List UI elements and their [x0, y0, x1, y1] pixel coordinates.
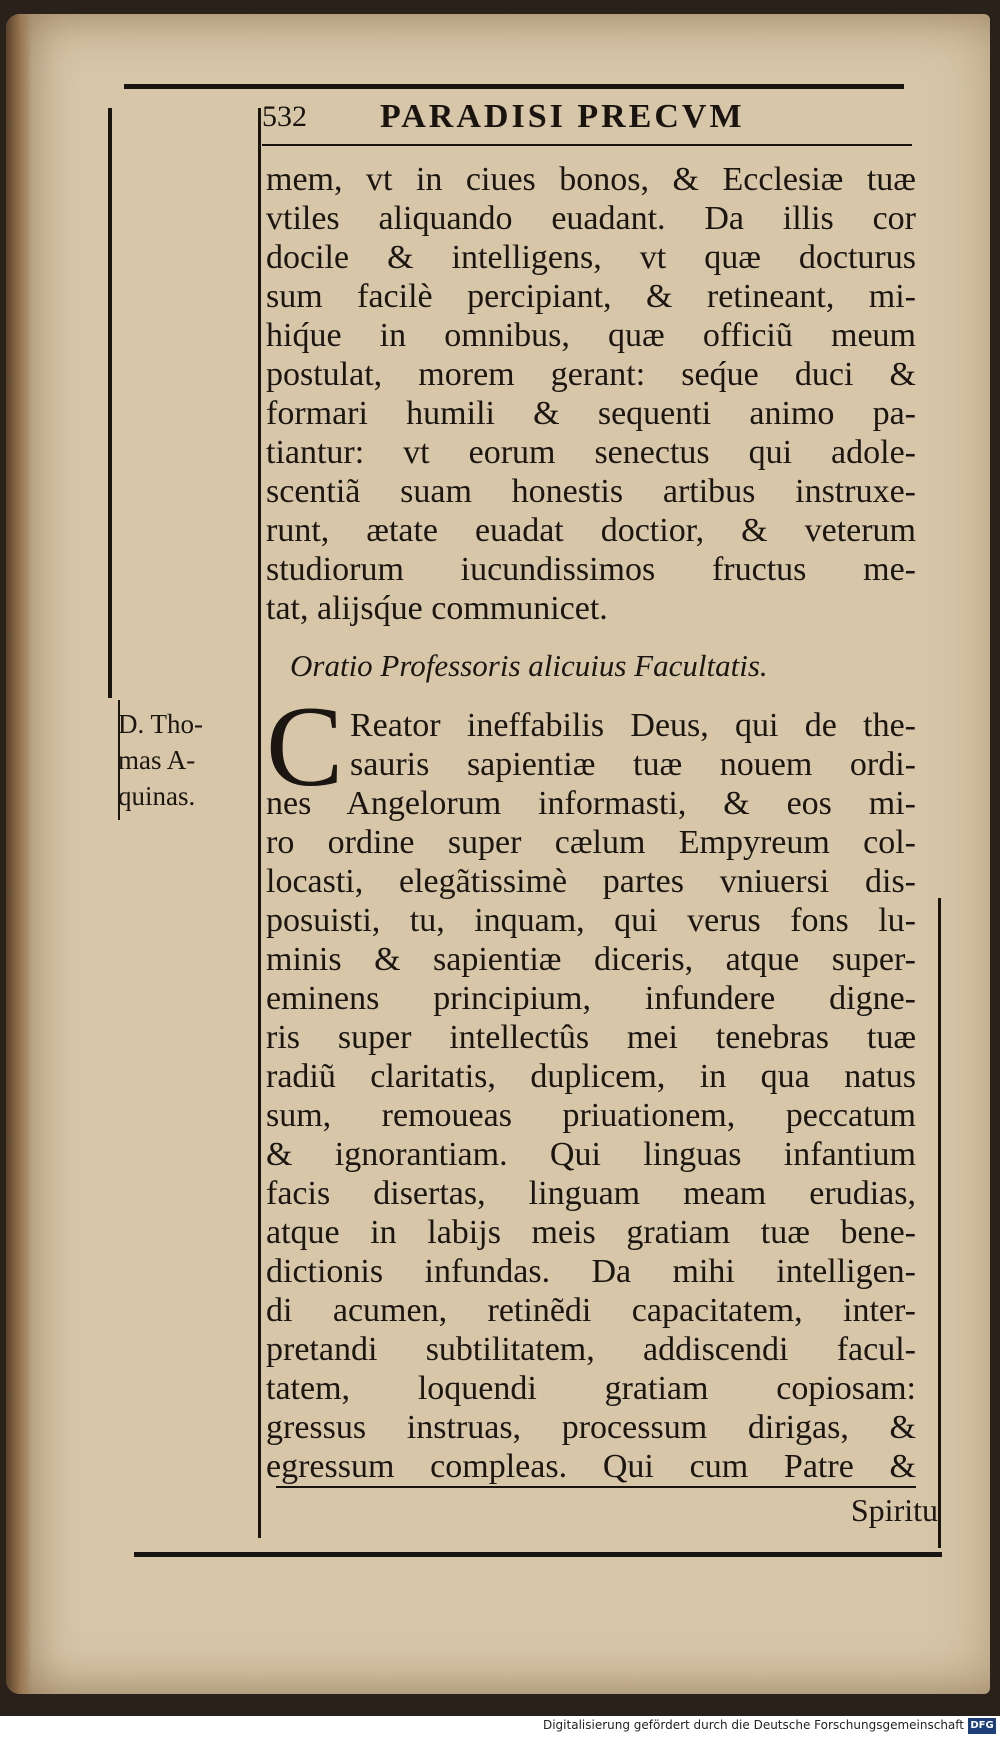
text-line: locasti, elegãtissimè partes vniuersi dis- — [266, 863, 916, 900]
right-rule — [938, 898, 941, 1548]
text-block-2-indented — [350, 706, 916, 784]
text-line: facis disertas, linguam meam erudias, — [266, 1175, 916, 1212]
text-line: postulat, morem gerant: seq́ue duci & — [266, 356, 916, 393]
text-block-2 — [266, 784, 916, 1486]
section-heading: Oratio Professoris alicuius Facultatis. — [290, 648, 768, 683]
text-line: ris super intellectûs mei tenebras tuæ — [266, 1019, 916, 1056]
text-line: docile & intelligens, vt quæ docturus — [266, 239, 916, 276]
header-underline — [262, 144, 912, 146]
text-line: & ignorantiam. Qui linguas infantium — [266, 1136, 916, 1173]
text-line: nes Angelorum informasti, & eos mi- — [266, 785, 916, 822]
text-line: formari humili & sequenti animo pa- — [266, 395, 916, 432]
text-line: eminens principium, infundere digne- — [266, 980, 916, 1017]
text-line: ro ordine super cælum Empyreum col- — [266, 824, 916, 861]
catchword: Spiritu — [850, 1492, 938, 1528]
page-spine-shadow — [6, 14, 32, 1694]
text-line: gressus instruas, processum dirigas, & — [266, 1409, 916, 1446]
text-line: studiorum iucundissimos fructus me- — [266, 551, 916, 588]
page-number: 532 — [262, 100, 307, 133]
text-line: runt, ætate euadat doctior, & veterum — [266, 512, 916, 549]
left-inner-rule — [258, 108, 261, 1538]
text-line: mem, vt in ciues bonos, & Ecclesiæ tuæ — [266, 161, 916, 198]
top-rule — [124, 84, 904, 89]
marginal-note — [118, 706, 248, 814]
text-line: hiq́ue in omnibus, quæ officiũ meum — [266, 317, 916, 354]
text-block-1 — [266, 160, 916, 628]
bottom-rule — [134, 1552, 942, 1557]
text-line: posuisti, tu, inquam, qui verus fons lu- — [266, 902, 916, 939]
marginal-note-line: D. Tho- — [118, 709, 203, 739]
text-line: tiantur: vt eorum senectus qui adole- — [266, 434, 916, 471]
text-line: radiũ claritatis, duplicem, in qua natus — [266, 1058, 916, 1095]
running-header — [262, 94, 922, 140]
text-line: sauris sapientiæ tuæ nouem ordi- — [350, 746, 916, 783]
text-line: pretandi subtilitatem, addiscendi facul- — [266, 1331, 916, 1368]
text-line: tat, alijsq́ue communicet. — [266, 590, 608, 627]
digitization-credit: Digitalisierung gefördert durch die Deutsche Forschungsgemeinschaft — [542, 1718, 964, 1732]
marginal-note-line: quinas. — [118, 781, 196, 811]
text-line: minis & sapientiæ diceris, atque super- — [266, 941, 916, 978]
bottom-thin-rule — [276, 1486, 916, 1488]
text-line: Reator ineffabilis Deus, qui de the- — [350, 707, 916, 744]
text-line: vtiles aliquando euadant. Da illis cor — [266, 200, 916, 237]
text-line: di acumen, retinẽdi capacitatem, inter- — [266, 1292, 916, 1329]
text-line: atque in labijs meis gratiam tuæ bene- — [266, 1214, 916, 1251]
running-head: PARADISI PRECVM — [380, 98, 745, 135]
drop-cap: C — [266, 683, 344, 811]
text-line: scentiã suam honestis artibus instruxe- — [266, 473, 916, 510]
text-line: sum facilè percipiant, & retineant, mi- — [266, 278, 916, 315]
text-line: egressum compleas. Qui cum Patre & — [266, 1448, 916, 1485]
text-line: dictionis infundas. Da mihi intelligen- — [266, 1253, 916, 1290]
dfg-logo: DFG — [968, 1718, 996, 1734]
text-line: tatem, loquendi gratiam copiosam: — [266, 1370, 916, 1407]
text-line: sum, remoueas priuationem, peccatum — [266, 1097, 916, 1134]
left-outer-rule — [108, 108, 112, 698]
marginal-note-line: mas A- — [118, 745, 196, 775]
